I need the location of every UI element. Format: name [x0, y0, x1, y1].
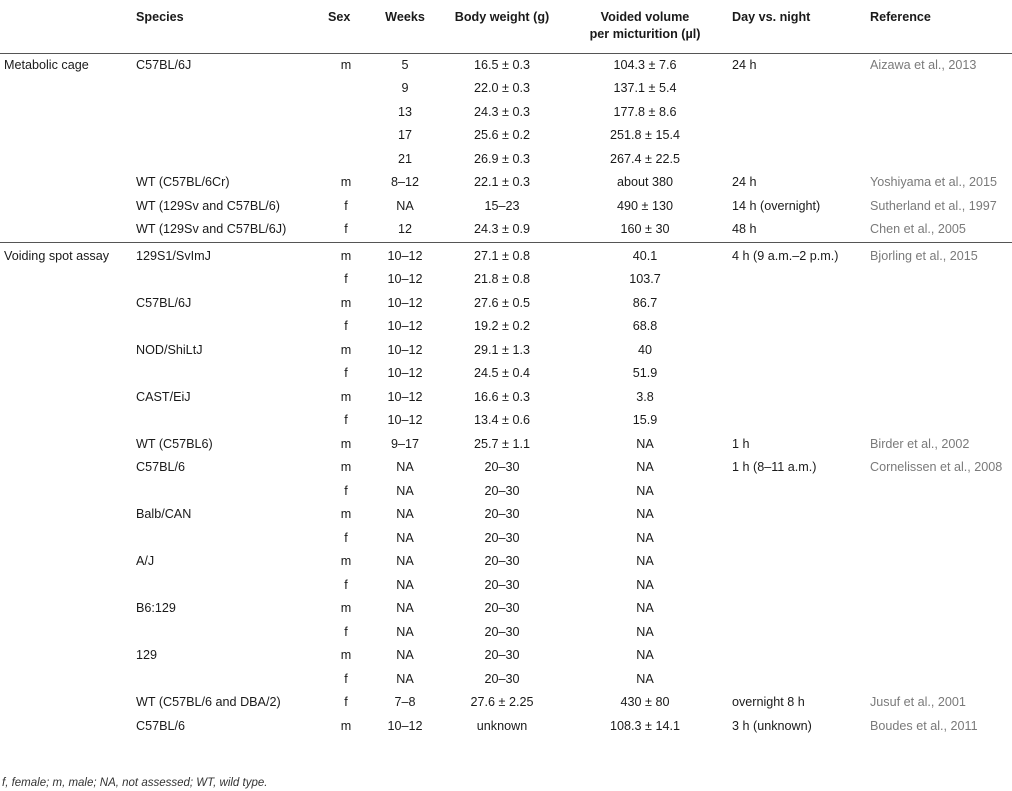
cell-voided-volume: 251.8 ± 15.4 [610, 128, 680, 143]
cell-voided-volume: 137.1 ± 5.4 [613, 81, 677, 96]
cell-day-night [728, 268, 866, 292]
cell-day-night [728, 101, 866, 125]
cell-body-weight: 20–30 [484, 648, 520, 663]
cell-reference: Chen et al., 2005 [866, 218, 1012, 242]
cell-body-weight: 24.5 ± 0.4 [474, 366, 530, 381]
cell-sex: f [344, 624, 348, 639]
cell-reference [866, 597, 1012, 621]
cell-day-night [728, 550, 866, 574]
cell-method [0, 644, 132, 668]
cell-species: WT (C57BL/6Cr) [136, 175, 230, 190]
table-footnote: f, female; m, male; NA, not assessed; WT, wild type. [2, 777, 268, 789]
cell-weeks: NA [396, 530, 414, 545]
cell-sex [324, 77, 368, 101]
cell-method [0, 574, 132, 598]
table-row [0, 527, 1012, 551]
table-row [0, 715, 1012, 739]
cell-species: B6:129 [136, 601, 176, 616]
cell-sex: m [340, 389, 352, 404]
cell-method [0, 171, 132, 195]
cell-weeks: NA [396, 577, 414, 592]
cell-reference [866, 480, 1012, 504]
cell-body-weight: 19.2 ± 0.2 [474, 319, 530, 334]
cell-weeks: 10–12 [387, 272, 423, 287]
cell-sex: f [344, 671, 348, 686]
cell-body-weight: 20–30 [484, 554, 520, 569]
cell-weeks: 7–8 [394, 695, 416, 710]
cell-voided-volume: NA [636, 460, 654, 475]
cell-sex: m [340, 718, 352, 733]
table-row [0, 668, 1012, 692]
cell-weeks: NA [396, 624, 414, 639]
cell-method [0, 480, 132, 504]
cell-sex: m [340, 342, 352, 357]
cell-body-weight: 20–30 [484, 507, 520, 522]
cell-day-night [728, 362, 866, 386]
table-row [0, 77, 1012, 101]
cell-method [0, 292, 132, 316]
cell-species [132, 527, 324, 551]
cell-reference [866, 315, 1012, 339]
cell-voided-volume: 430 ± 80 [620, 695, 670, 710]
cell-method [0, 362, 132, 386]
cell-reference: Jusuf et al., 2001 [870, 695, 966, 710]
cell-sex [324, 148, 368, 172]
cell-voided-volume: NA [636, 624, 654, 639]
table-row [0, 171, 1012, 195]
cell-weeks: 10–12 [387, 295, 423, 310]
cell-weeks: NA [396, 460, 414, 475]
cell-reference [866, 409, 1012, 433]
cell-species [132, 409, 324, 433]
cell-species: 129 [136, 648, 158, 663]
cell-day-night: 14 h (overnight) [732, 198, 821, 213]
cell-day-night [728, 292, 866, 316]
cell-voided-volume: 490 ± 130 [617, 198, 673, 213]
cell-species: C57BL/6J [136, 57, 192, 72]
cell-reference [866, 503, 1012, 527]
header-voided-volume [562, 0, 728, 53]
cell-weeks: 5 [401, 57, 409, 72]
cell-sex: f [344, 530, 348, 545]
cell-weeks: NA [396, 554, 414, 569]
cell-method [0, 409, 132, 433]
cell-weeks: 17 [397, 128, 412, 143]
cell-body-weight: 29.1 ± 1.3 [474, 342, 530, 357]
cell-species [132, 574, 324, 598]
table-row [0, 218, 1012, 242]
cell-day-night [728, 621, 866, 645]
cell-method [0, 101, 132, 125]
table-row [0, 101, 1012, 125]
cell-day-night [728, 148, 866, 172]
cell-method [0, 597, 132, 621]
cell-voided-volume: NA [636, 671, 654, 686]
cell-body-weight: 15–23 [484, 198, 520, 213]
cell-voided-volume: NA [636, 530, 654, 545]
table-row [0, 409, 1012, 433]
cell-method: Voiding spot assay [4, 248, 110, 263]
cell-sex: m [340, 248, 352, 263]
cell-weeks: NA [396, 648, 414, 663]
table-header [0, 0, 1012, 53]
cell-day-night [728, 597, 866, 621]
cell-voided-volume: 40.1 [632, 248, 658, 263]
cell-day-night [728, 668, 866, 692]
cell-method [0, 268, 132, 292]
cell-body-weight: 20–30 [484, 530, 520, 545]
cell-weeks: 10–12 [387, 342, 423, 357]
cell-sex: m [340, 57, 352, 72]
cell-weeks: NA [396, 601, 414, 616]
table-row [0, 292, 1012, 316]
table-row [0, 339, 1012, 363]
cell-body-weight: 25.7 ± 1.1 [474, 436, 530, 451]
cell-body-weight: 22.0 ± 0.3 [474, 81, 530, 96]
cell-day-night: 1 h [732, 436, 750, 451]
cell-species: Balb/CAN [136, 507, 192, 522]
cell-sex: f [344, 366, 348, 381]
cell-voided-volume: 104.3 ± 7.6 [613, 57, 677, 72]
cell-reference: Sutherland et al., 1997 [870, 198, 997, 213]
cell-weeks: 9–17 [390, 436, 420, 451]
cell-reference [866, 268, 1012, 292]
cell-method [0, 691, 132, 715]
cell-body-weight: 20–30 [484, 483, 520, 498]
cell-voided-volume: NA [636, 648, 654, 663]
table-row [0, 124, 1012, 148]
cell-day-night: overnight 8 h [732, 695, 805, 710]
cell-voided-volume: NA [636, 436, 654, 451]
cell-species [132, 268, 324, 292]
cell-day-night: 3 h (unknown) [732, 718, 812, 733]
cell-sex: f [344, 413, 348, 428]
cell-weeks: 10–12 [387, 319, 423, 334]
cell-species: C57BL/6 [136, 718, 186, 733]
cell-weeks: 10–12 [387, 718, 423, 733]
cell-day-night: 1 h (8–11 a.m.) [732, 460, 817, 475]
cell-body-weight: 25.6 ± 0.2 [474, 128, 530, 143]
cell-reference [866, 550, 1012, 574]
cell-weeks: 8–12 [390, 175, 420, 190]
table-row [0, 550, 1012, 574]
header-weeks: Weeks [368, 0, 442, 53]
cell-method [0, 386, 132, 410]
cell-species: 129S1/SvImJ [136, 248, 211, 263]
cell-reference: Bjorling et al., 2015 [870, 248, 978, 263]
cell-body-weight: 20–30 [484, 624, 520, 639]
cell-voided-volume: 108.3 ± 14.1 [610, 718, 680, 733]
cell-voided-volume: 103.7 [629, 272, 661, 287]
cell-weeks: NA [396, 507, 414, 522]
cell-body-weight: 24.3 ± 0.3 [474, 104, 530, 119]
cell-voided-volume: 86.7 [632, 295, 658, 310]
cell-sex: m [340, 648, 352, 663]
table-row [0, 456, 1012, 480]
cell-method [0, 621, 132, 645]
cell-body-weight: 16.5 ± 0.3 [474, 57, 530, 72]
cell-reference: Cornelissen et al., 2008 [870, 460, 1003, 475]
cell-weeks: 13 [397, 104, 412, 119]
cell-reference: Birder et al., 2002 [870, 436, 970, 451]
cell-day-night: 4 h (9 a.m.–2 p.m.) [732, 248, 839, 263]
cell-reference [866, 362, 1012, 386]
cell-body-weight: unknown [476, 718, 528, 733]
table-row [0, 148, 1012, 172]
cell-voided-volume: NA [636, 577, 654, 592]
cell-sex [324, 101, 368, 125]
cell-species [132, 101, 324, 125]
cell-sex [324, 124, 368, 148]
cell-species [132, 480, 324, 504]
cell-species: C57BL/6 [136, 460, 186, 475]
cell-body-weight: 22.1 ± 0.3 [474, 175, 530, 190]
cell-method [0, 77, 132, 101]
cell-voided-volume: 3.8 [636, 389, 654, 404]
cell-weeks: 9 [401, 81, 409, 96]
cell-body-weight: 27.1 ± 0.8 [474, 248, 530, 263]
cell-weeks: 10–12 [387, 248, 423, 263]
cell-method [0, 148, 132, 172]
cell-weeks: NA [396, 671, 414, 686]
table-row [0, 480, 1012, 504]
cell-day-night [728, 503, 866, 527]
cell-day-night [728, 527, 866, 551]
cell-day-night [728, 386, 866, 410]
cell-day-night: 48 h [728, 218, 866, 242]
cell-species: WT (129Sv and C57BL/6) [136, 198, 280, 213]
cell-sex: f [324, 218, 368, 242]
cell-day-night [728, 574, 866, 598]
cell-voided-volume: NA [636, 483, 654, 498]
cell-method: Metabolic cage [4, 57, 89, 72]
cell-body-weight: 27.6 ± 0.5 [474, 295, 530, 310]
table-row [0, 362, 1012, 386]
cell-method [0, 218, 132, 242]
table-row [0, 268, 1012, 292]
table-row [0, 53, 1012, 77]
cell-voided-volume: NA [636, 507, 654, 522]
cell-reference [866, 101, 1012, 125]
cell-voided-volume: 177.8 ± 8.6 [613, 104, 677, 119]
cell-sex: f [344, 319, 348, 334]
cell-day-night [728, 480, 866, 504]
cell-reference [866, 644, 1012, 668]
table-row [0, 597, 1012, 621]
cell-reference [866, 621, 1012, 645]
cell-weeks: NA [396, 483, 414, 498]
header-sex: Sex [324, 0, 368, 53]
header-body-weight: Body weight (g) [442, 0, 562, 53]
table-row [0, 242, 1012, 268]
cell-method [0, 433, 132, 457]
cell-species: NOD/ShiLtJ [136, 342, 203, 357]
cell-voided-volume: 68.8 [632, 319, 658, 334]
cell-sex: f [344, 483, 348, 498]
cell-species: A/J [136, 554, 155, 569]
cell-body-weight: 26.9 ± 0.3 [474, 151, 530, 166]
cell-sex: m [340, 601, 352, 616]
cell-voided-volume: about 380 [616, 175, 674, 190]
cell-sex: m [340, 554, 352, 569]
cell-sex: m [340, 436, 352, 451]
cell-body-weight: 20–30 [484, 460, 520, 475]
cell-voided-volume: NA [636, 601, 654, 616]
cell-weeks: 10–12 [387, 366, 423, 381]
table-row [0, 195, 1012, 219]
cell-body-weight: 13.4 ± 0.6 [474, 413, 530, 428]
cell-weeks: 12 [368, 218, 442, 242]
cell-species [132, 362, 324, 386]
cell-method [0, 195, 132, 219]
table-row [0, 574, 1012, 598]
cell-method [0, 124, 132, 148]
cell-body-weight: 27.6 ± 2.25 [470, 695, 534, 710]
cell-day-night [728, 339, 866, 363]
cell-sex: m [340, 175, 352, 190]
cell-weeks: NA [396, 198, 414, 213]
cell-body-weight: 21.8 ± 0.8 [474, 272, 530, 287]
cell-voided-volume: NA [636, 554, 654, 569]
table-body [0, 53, 1012, 738]
cell-reference [866, 339, 1012, 363]
table-row [0, 315, 1012, 339]
header-day-night: Day vs. night [728, 0, 866, 53]
cell-species: WT (C57BL6) [136, 436, 213, 451]
cell-day-night [728, 644, 866, 668]
cell-weeks: 21 [397, 151, 412, 166]
cell-reference: Aizawa et al., 2013 [870, 57, 977, 72]
cell-method [0, 550, 132, 574]
cell-body-weight: 20–30 [484, 577, 520, 592]
table-row [0, 386, 1012, 410]
cell-method [0, 715, 132, 739]
cell-sex: f [344, 577, 348, 592]
cell-species: CAST/EiJ [136, 389, 191, 404]
cell-reference: Boudes et al., 2011 [870, 718, 978, 733]
cell-reference [866, 668, 1012, 692]
cell-voided-volume: 160 ± 30 [562, 218, 728, 242]
cell-method [0, 456, 132, 480]
cell-species [132, 77, 324, 101]
cell-reference [866, 386, 1012, 410]
cell-weeks: 10–12 [387, 413, 423, 428]
cell-species [132, 124, 324, 148]
cell-day-night [728, 409, 866, 433]
cell-body-weight: 20–30 [484, 671, 520, 686]
cell-sex: m [340, 460, 352, 475]
cell-reference [866, 527, 1012, 551]
cell-sex: f [344, 198, 348, 213]
table-row [0, 691, 1012, 715]
cell-species [132, 315, 324, 339]
cell-reference: Yoshiyama et al., 2015 [870, 175, 997, 190]
cell-reference [866, 77, 1012, 101]
cell-voided-volume: 267.4 ± 22.5 [610, 151, 680, 166]
cell-method [0, 527, 132, 551]
cell-method [0, 503, 132, 527]
header-method [0, 0, 132, 53]
header-species: Species [132, 0, 324, 53]
cell-sex: m [340, 507, 352, 522]
cell-reference [866, 124, 1012, 148]
header-row [0, 0, 1012, 53]
cell-body-weight: 24.3 ± 0.9 [442, 218, 562, 242]
table-row [0, 644, 1012, 668]
cell-day-night [728, 315, 866, 339]
header-voided-volume-line2: per micturition (µl) [589, 27, 701, 41]
cell-voided-volume: 51.9 [632, 366, 658, 381]
cell-species: WT (C57BL/6 and DBA/2) [136, 695, 281, 710]
cell-body-weight: 20–30 [484, 601, 520, 616]
table-row [0, 433, 1012, 457]
cell-species [132, 621, 324, 645]
cell-sex: f [344, 695, 348, 710]
cell-method [0, 339, 132, 363]
cell-voided-volume: 40 [637, 342, 652, 357]
header-voided-volume-line1: Voided volume [600, 10, 690, 24]
cell-species [132, 148, 324, 172]
cell-sex: m [340, 295, 352, 310]
cell-sex: f [344, 272, 348, 287]
header-reference: Reference [866, 0, 1012, 53]
cell-species: WT (129Sv and C57BL/6J) [132, 218, 324, 242]
cell-species: C57BL/6J [136, 295, 192, 310]
cell-reference [866, 574, 1012, 598]
cell-voided-volume: 15.9 [632, 413, 658, 428]
cell-body-weight: 16.6 ± 0.3 [474, 389, 530, 404]
table-row [0, 503, 1012, 527]
cell-day-night [728, 124, 866, 148]
cell-weeks: 10–12 [387, 389, 423, 404]
cell-day-night [728, 77, 866, 101]
cell-day-night: 24 h [732, 175, 757, 190]
cell-reference [866, 292, 1012, 316]
cell-day-night: 24 h [732, 57, 757, 72]
cell-method [0, 668, 132, 692]
cell-reference [866, 148, 1012, 172]
table-row [0, 621, 1012, 645]
cell-species [132, 668, 324, 692]
cell-method [0, 315, 132, 339]
